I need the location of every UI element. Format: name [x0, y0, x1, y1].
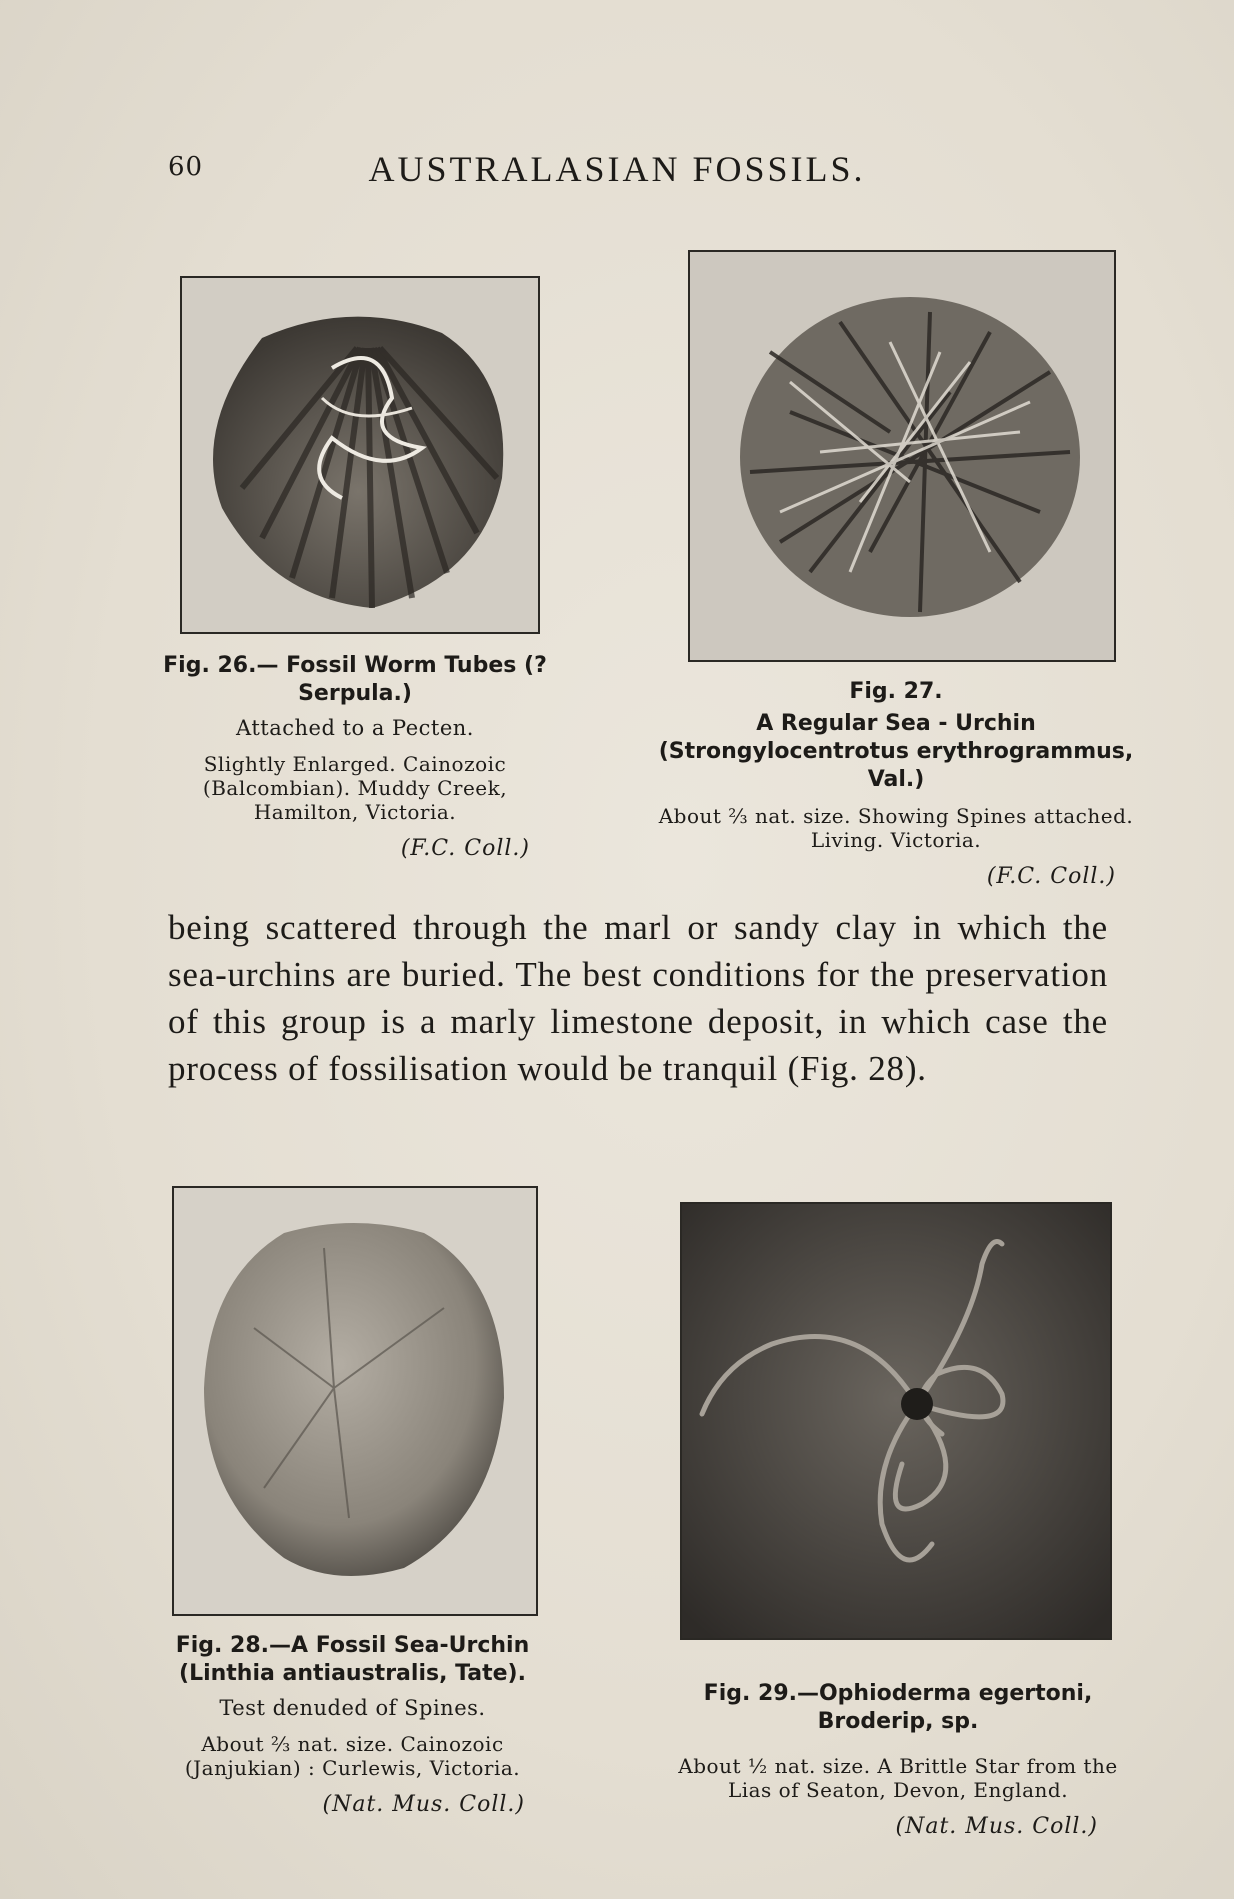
fig-26-description: Slightly Enlarged. Cainozoic (Balcombian). Muddy Creek, Hamilton, Victoria. — [202, 752, 508, 824]
fig-28-collection: (Nat. Mus. Coll.) — [322, 1792, 525, 1817]
fig-28-subtitle: Test denuded of Spines. — [219, 1696, 486, 1720]
fig-26-caption — [160, 652, 550, 862]
fig-29-image — [680, 1202, 1112, 1640]
fig-28-caption — [160, 1632, 545, 1818]
fig-29-description: About ½ nat. size. A Brittle Star from the Lias of Seaton, Devon, England. — [678, 1754, 1118, 1802]
fig-27-collection: (F.C. Coll.) — [986, 864, 1116, 889]
fig-26-collection: (F.C. Coll.) — [400, 836, 530, 861]
fig-27-caption — [656, 678, 1136, 890]
fig-29-collection: (Nat. Mus. Coll.) — [895, 1814, 1098, 1839]
fig-28-image — [172, 1186, 538, 1616]
fig-28-description: About ⅔ nat. size. Cainozoic (Janjukian) : Curlewis, Victoria. — [184, 1732, 521, 1780]
running-title: AUSTRALASIAN FOSSILS. — [368, 149, 866, 189]
fig-27-image — [688, 250, 1116, 662]
fig-29-caption — [678, 1680, 1118, 1840]
fig-26-image — [180, 276, 540, 634]
fig-27-subtitle: A Regular Sea - Urchin (Strongylocentrotus erythrogrammus, Val.) — [658, 711, 1134, 792]
fig-28-title: Fig. 28.—A Fossil Sea-Urchin (Linthia antiaustralis, Tate). — [175, 1633, 530, 1686]
fig-29-title: Fig. 29.—Ophioderma egertoni, Broderip, sp. — [703, 1681, 1093, 1734]
fig-26-title: Fig. 26.— Fossil Worm Tubes (? Serpula.) — [163, 653, 547, 706]
body-paragraph: being scattered through the marl or sandy clay in which the sea-urchins are buried. The best conditions for the preservation of this group is a marly limestone deposit, in which case the process of fossilisation would be tranquil (Fig. 28). — [168, 908, 1108, 1088]
fig-26-subtitle: Attached to a Pecten. — [236, 716, 474, 740]
fig-27-title: Fig. 27. — [849, 679, 943, 704]
page-number: 60 — [168, 152, 204, 182]
fig-27-description: About ⅔ nat. size. Showing Spines attached. Living. Victoria. — [658, 804, 1134, 852]
